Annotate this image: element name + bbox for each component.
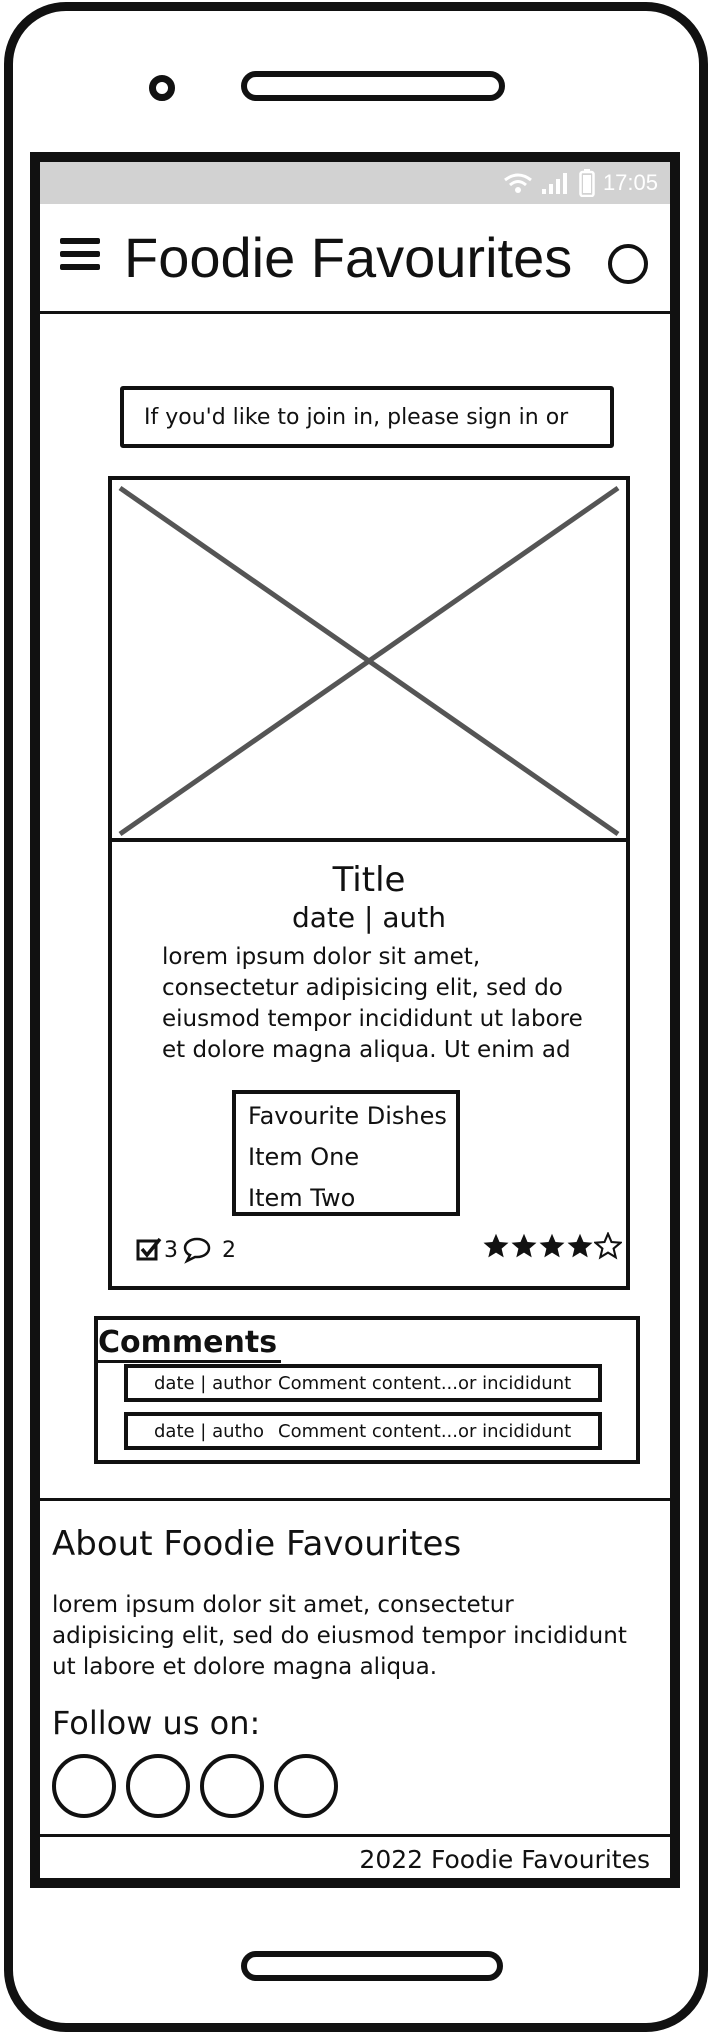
- follow-title: Follow us on:: [52, 1704, 261, 1742]
- app-header: [40, 204, 670, 314]
- comment-item[interactable]: [124, 1364, 602, 1402]
- post-title: Title: [332, 860, 406, 900]
- comment-bubble-icon[interactable]: [182, 1236, 212, 1264]
- camera-icon: [149, 75, 175, 101]
- list-item[interactable]: Item One: [248, 1143, 360, 1171]
- star-rating[interactable]: [482, 1232, 622, 1260]
- profile-icon[interactable]: [608, 244, 648, 284]
- star-filled-icon[interactable]: [482, 1232, 510, 1260]
- signal-icon: [541, 171, 571, 195]
- comments-count: 2: [222, 1237, 236, 1263]
- speaker-grille: [241, 71, 505, 101]
- post-stats: [136, 1236, 236, 1264]
- copyright-text: 2022 Foodie Favourites: [359, 1845, 650, 1874]
- app-title: Foodie Favourites: [124, 226, 573, 289]
- image-placeholder: [112, 480, 626, 842]
- likes-count: 3: [164, 1237, 178, 1263]
- hamburger-menu-icon[interactable]: [60, 238, 100, 274]
- list-item[interactable]: Item Two: [248, 1184, 356, 1212]
- favourite-dishes-list: [232, 1090, 460, 1216]
- star-filled-icon[interactable]: [510, 1232, 538, 1260]
- post-meta: date | auth: [292, 901, 446, 934]
- post-card: [108, 476, 630, 1290]
- social-icon-3[interactable]: [200, 1754, 264, 1818]
- list-heading: Favourite Dishes: [248, 1102, 447, 1130]
- social-icon-2[interactable]: [126, 1754, 190, 1818]
- star-filled-icon[interactable]: [566, 1232, 594, 1260]
- about-body: lorem ipsum dolor sit amet, consectetur adipisicing elit, sed do eiusmod tempor incididunt ut labore et dolore magna aliqua.: [52, 1592, 627, 1680]
- footer-divider: [40, 1498, 670, 1501]
- comment-text: Comment content...or incididunt: [278, 1372, 572, 1394]
- phone-screen: [30, 152, 680, 1888]
- star-filled-icon[interactable]: [538, 1232, 566, 1260]
- copyright-divider: [40, 1834, 670, 1837]
- comment-meta: date | author: [154, 1372, 272, 1394]
- star-outline-icon[interactable]: [594, 1232, 622, 1260]
- social-icon-1[interactable]: [52, 1754, 116, 1818]
- comment-meta: date | autho: [154, 1420, 265, 1442]
- status-bar: [40, 162, 670, 204]
- home-button[interactable]: [241, 1951, 503, 1981]
- comment-item[interactable]: [124, 1412, 602, 1450]
- battery-icon: [579, 169, 595, 197]
- wifi-icon: [503, 171, 533, 195]
- comments-heading: Comments: [98, 1326, 281, 1363]
- status-time: 17:05: [602, 170, 658, 195]
- signin-banner[interactable]: If you'd like to join in, please sign in or: [120, 386, 614, 448]
- comment-text: Comment content...or incididunt: [278, 1420, 572, 1442]
- checkbox-checked-icon[interactable]: [136, 1237, 162, 1263]
- social-links: [52, 1754, 338, 1818]
- about-title: About Foodie Favourites: [52, 1524, 462, 1564]
- social-icon-4[interactable]: [274, 1754, 338, 1818]
- post-body: lorem ipsum dolor sit amet, consectetur adipisicing elit, sed do eiusmod tempor incididunt ut labore et dolore magna aliqua. Ut enim ad: [162, 944, 583, 1063]
- comments-section: [94, 1316, 640, 1464]
